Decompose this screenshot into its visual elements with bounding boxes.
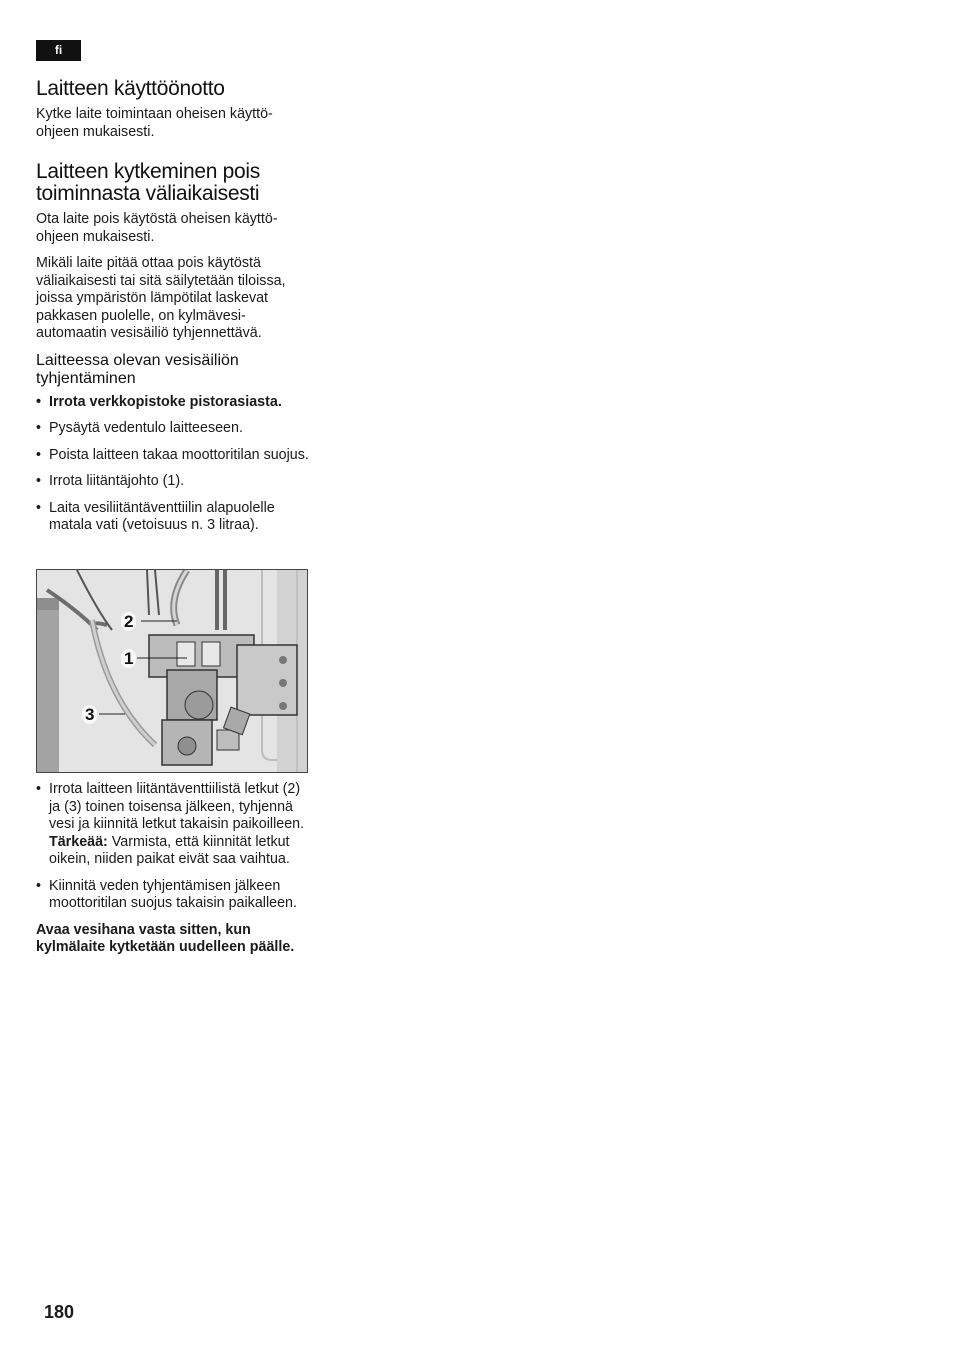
figure-label-3: 3 xyxy=(82,705,97,724)
step-hoses-text: Irrota laitteen liitäntäventtiilistä letkut (2) ja (3) toinen toisensa jälkeen, tyhjennä vesi ja kiinnitä letkut takaisin paikoilleen. xyxy=(49,781,305,832)
section-title-drain-tank: Laitteessa olevan vesisäiliön tyhjentäminen xyxy=(36,351,239,387)
content-column-lower xyxy=(36,781,311,957)
valve-drawing xyxy=(37,570,307,772)
important-label: Tärkeää: xyxy=(49,833,108,850)
language-tag: fi xyxy=(36,40,81,61)
list-item xyxy=(36,781,311,869)
important-text: Varmista, että kiinnität letkut oikein, niiden paikat eivät saa vaihtua. xyxy=(49,833,290,867)
list-item: • Kiinnitä veden tyhjentämisen jälkeen moottoritilan suojus takaisin paikalleen. xyxy=(36,878,311,913)
list-item: • Laita vesiliitäntäventtiilin alapuolelle matala vati (vetoisuus n. 3 litraa). xyxy=(36,500,311,535)
list-item: • Irrota liitäntäjohto (1). xyxy=(36,473,311,491)
list-item: • Pysäytä vedentulo laitteeseen. xyxy=(36,420,311,438)
drain-steps-list-continued xyxy=(36,781,311,913)
shutdown-text-2: Mikäli laite pitää ottaa pois käytöstä väliaikaisesti tai sitä säilytetään tiloissa, joissa ympäristön lämpötilat laskevat pakkasen puolelle, on kylmävesi-automaatin vesisäiliö tyhjennettävä. xyxy=(36,255,286,341)
figure-label-1: 1 xyxy=(121,649,136,668)
list-item: • Irrota verkkopistoke pistorasiasta. xyxy=(36,394,311,412)
page-number: 180 xyxy=(44,1302,75,1322)
valve-illustration xyxy=(36,569,308,773)
section-title-temporary-shutdown: Laitteen kytkeminen pois toiminnasta väliaikaisesti xyxy=(36,160,260,205)
figure-label-2: 2 xyxy=(121,612,136,631)
section-title-commissioning: Laitteen käyttöönotto xyxy=(36,77,225,100)
final-note: Avaa vesihana vasta sitten, kun kylmälaite kytketään uudelleen päälle. xyxy=(36,921,295,955)
drain-steps-list xyxy=(36,394,311,535)
list-item: • Poista laitteen takaa moottoritilan suojus. xyxy=(36,447,311,465)
commissioning-text: Kytke laite toimintaan oheisen käyttö-ohjeen mukaisesti. xyxy=(36,106,273,140)
content-column xyxy=(36,78,311,544)
shutdown-text-1: Ota laite pois käytöstä oheisen käyttö-ohjeen mukaisesti. xyxy=(36,211,278,245)
